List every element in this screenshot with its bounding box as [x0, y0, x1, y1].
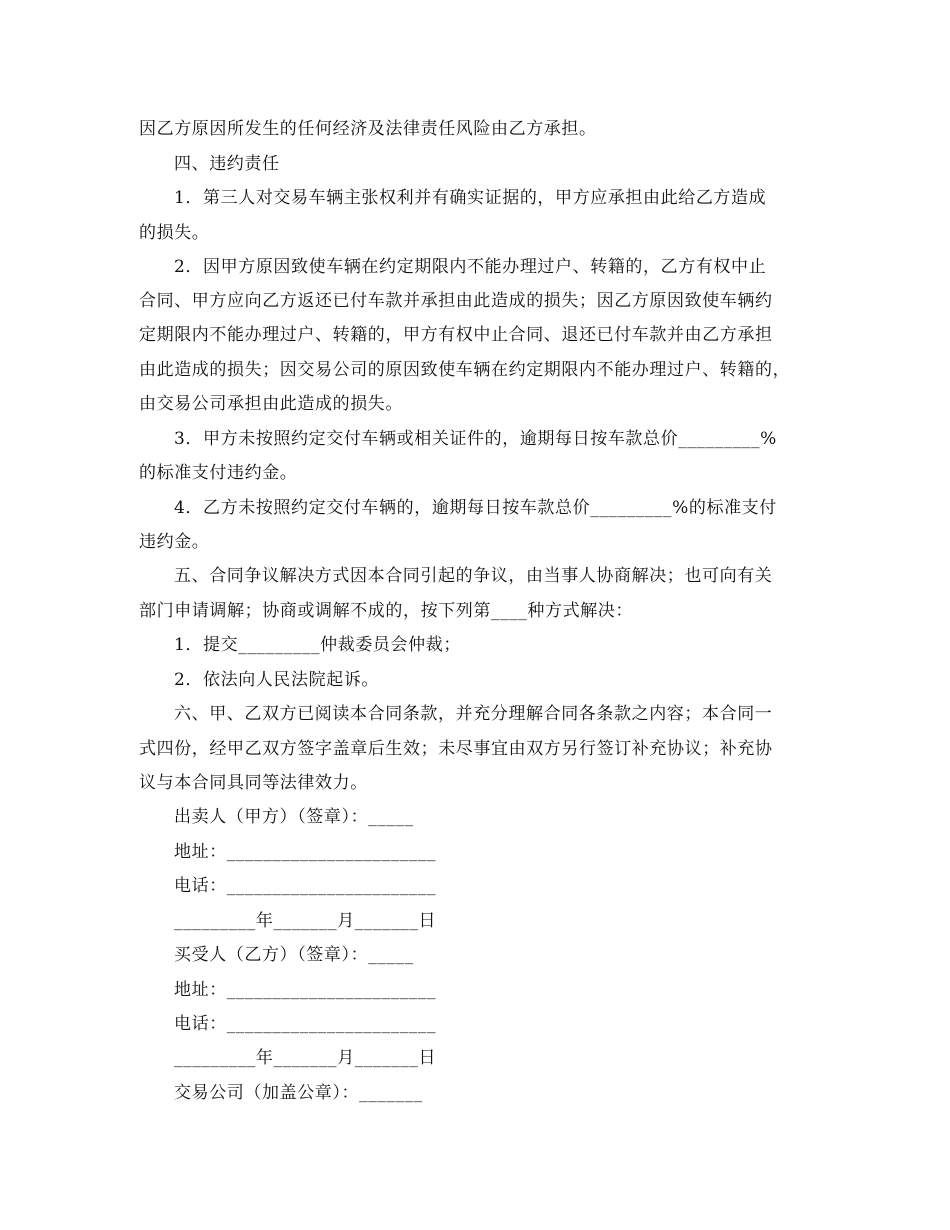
- text-line-20: 议与本合同具同等法律效力。: [139, 773, 368, 793]
- seller-signature-line: 出卖人（甲方）（签章）：_____: [174, 807, 414, 827]
- text-line-7: 定期限内不能办理过户、转籍的，甲方有权中止合同、退还已付车款并由乙方承担: [139, 325, 773, 345]
- buyer-address-line: 地址：_______________________: [174, 980, 437, 1000]
- section-heading-5: 五、合同争议解决方式因本合同引起的争议，由当事人协商解决；也可向有关: [174, 566, 773, 586]
- text-line-10: 3．甲方未按照约定交付车辆或相关证件的，逾期每日按车款总价_________%: [174, 429, 777, 449]
- trading-company-seal-line: 交易公司（加盖公章）：_______: [174, 1083, 423, 1103]
- seller-phone-line: 电话：_______________________: [174, 876, 437, 896]
- text-line-15: 部门申请调解；协商或调解不成的，按下列第____种方式解决：: [139, 601, 633, 621]
- text-line-9: 由交易公司承担由此造成的损失。: [139, 394, 403, 414]
- seller-address-line: 地址：_______________________: [174, 842, 437, 862]
- buyer-date-line: _________年_______月_______日: [174, 1048, 437, 1068]
- buyer-phone-line: 电话：_______________________: [174, 1014, 437, 1034]
- text-line-3: 1．第三人对交易车辆主张权利并有确实证据的，甲方应承担由此给乙方造成: [174, 188, 767, 208]
- section-heading-6: 六、甲、乙双方已阅读本合同条款，并充分理解合同各条款之内容；本合同一: [174, 704, 773, 724]
- section-heading-4: 四、违约责任: [174, 154, 280, 174]
- text-line-13: 违约金。: [139, 532, 210, 552]
- text-line-1: 因乙方原因所发生的任何经济及法律责任风险由乙方承担。: [139, 119, 597, 139]
- text-line-17: 2．依法向人民法院起诉。: [174, 670, 380, 690]
- text-line-12: 4．乙方未按照约定交付车辆的，逾期每日按车款总价_________%的标准支付: [174, 498, 777, 518]
- text-line-11: 的标准支付违约金。: [139, 463, 298, 483]
- text-line-6: 合同、甲方应向乙方返还已付车款并承担由此造成的损失；因乙方原因致使车辆约: [139, 291, 773, 311]
- buyer-signature-line: 买受人（乙方）（签章）：_____: [174, 945, 414, 965]
- text-line-4: 的损失。: [139, 223, 210, 243]
- text-line-5: 2．因甲方原因致使车辆在约定期限内不能办理过户、转籍的，乙方有权中止: [174, 257, 767, 277]
- text-line-19: 式四份，经甲乙双方签字盖章后生效；未尽事宜由双方另行签订补充协议；补充协: [139, 739, 773, 759]
- seller-date-line: _________年_______月_______日: [174, 911, 437, 931]
- text-line-16: 1．提交_________仲裁委员会仲裁；: [174, 635, 461, 655]
- text-line-8: 由此造成的损失；因交易公司的原因致使车辆在约定期限内不能办理过户、转籍的，: [139, 360, 791, 380]
